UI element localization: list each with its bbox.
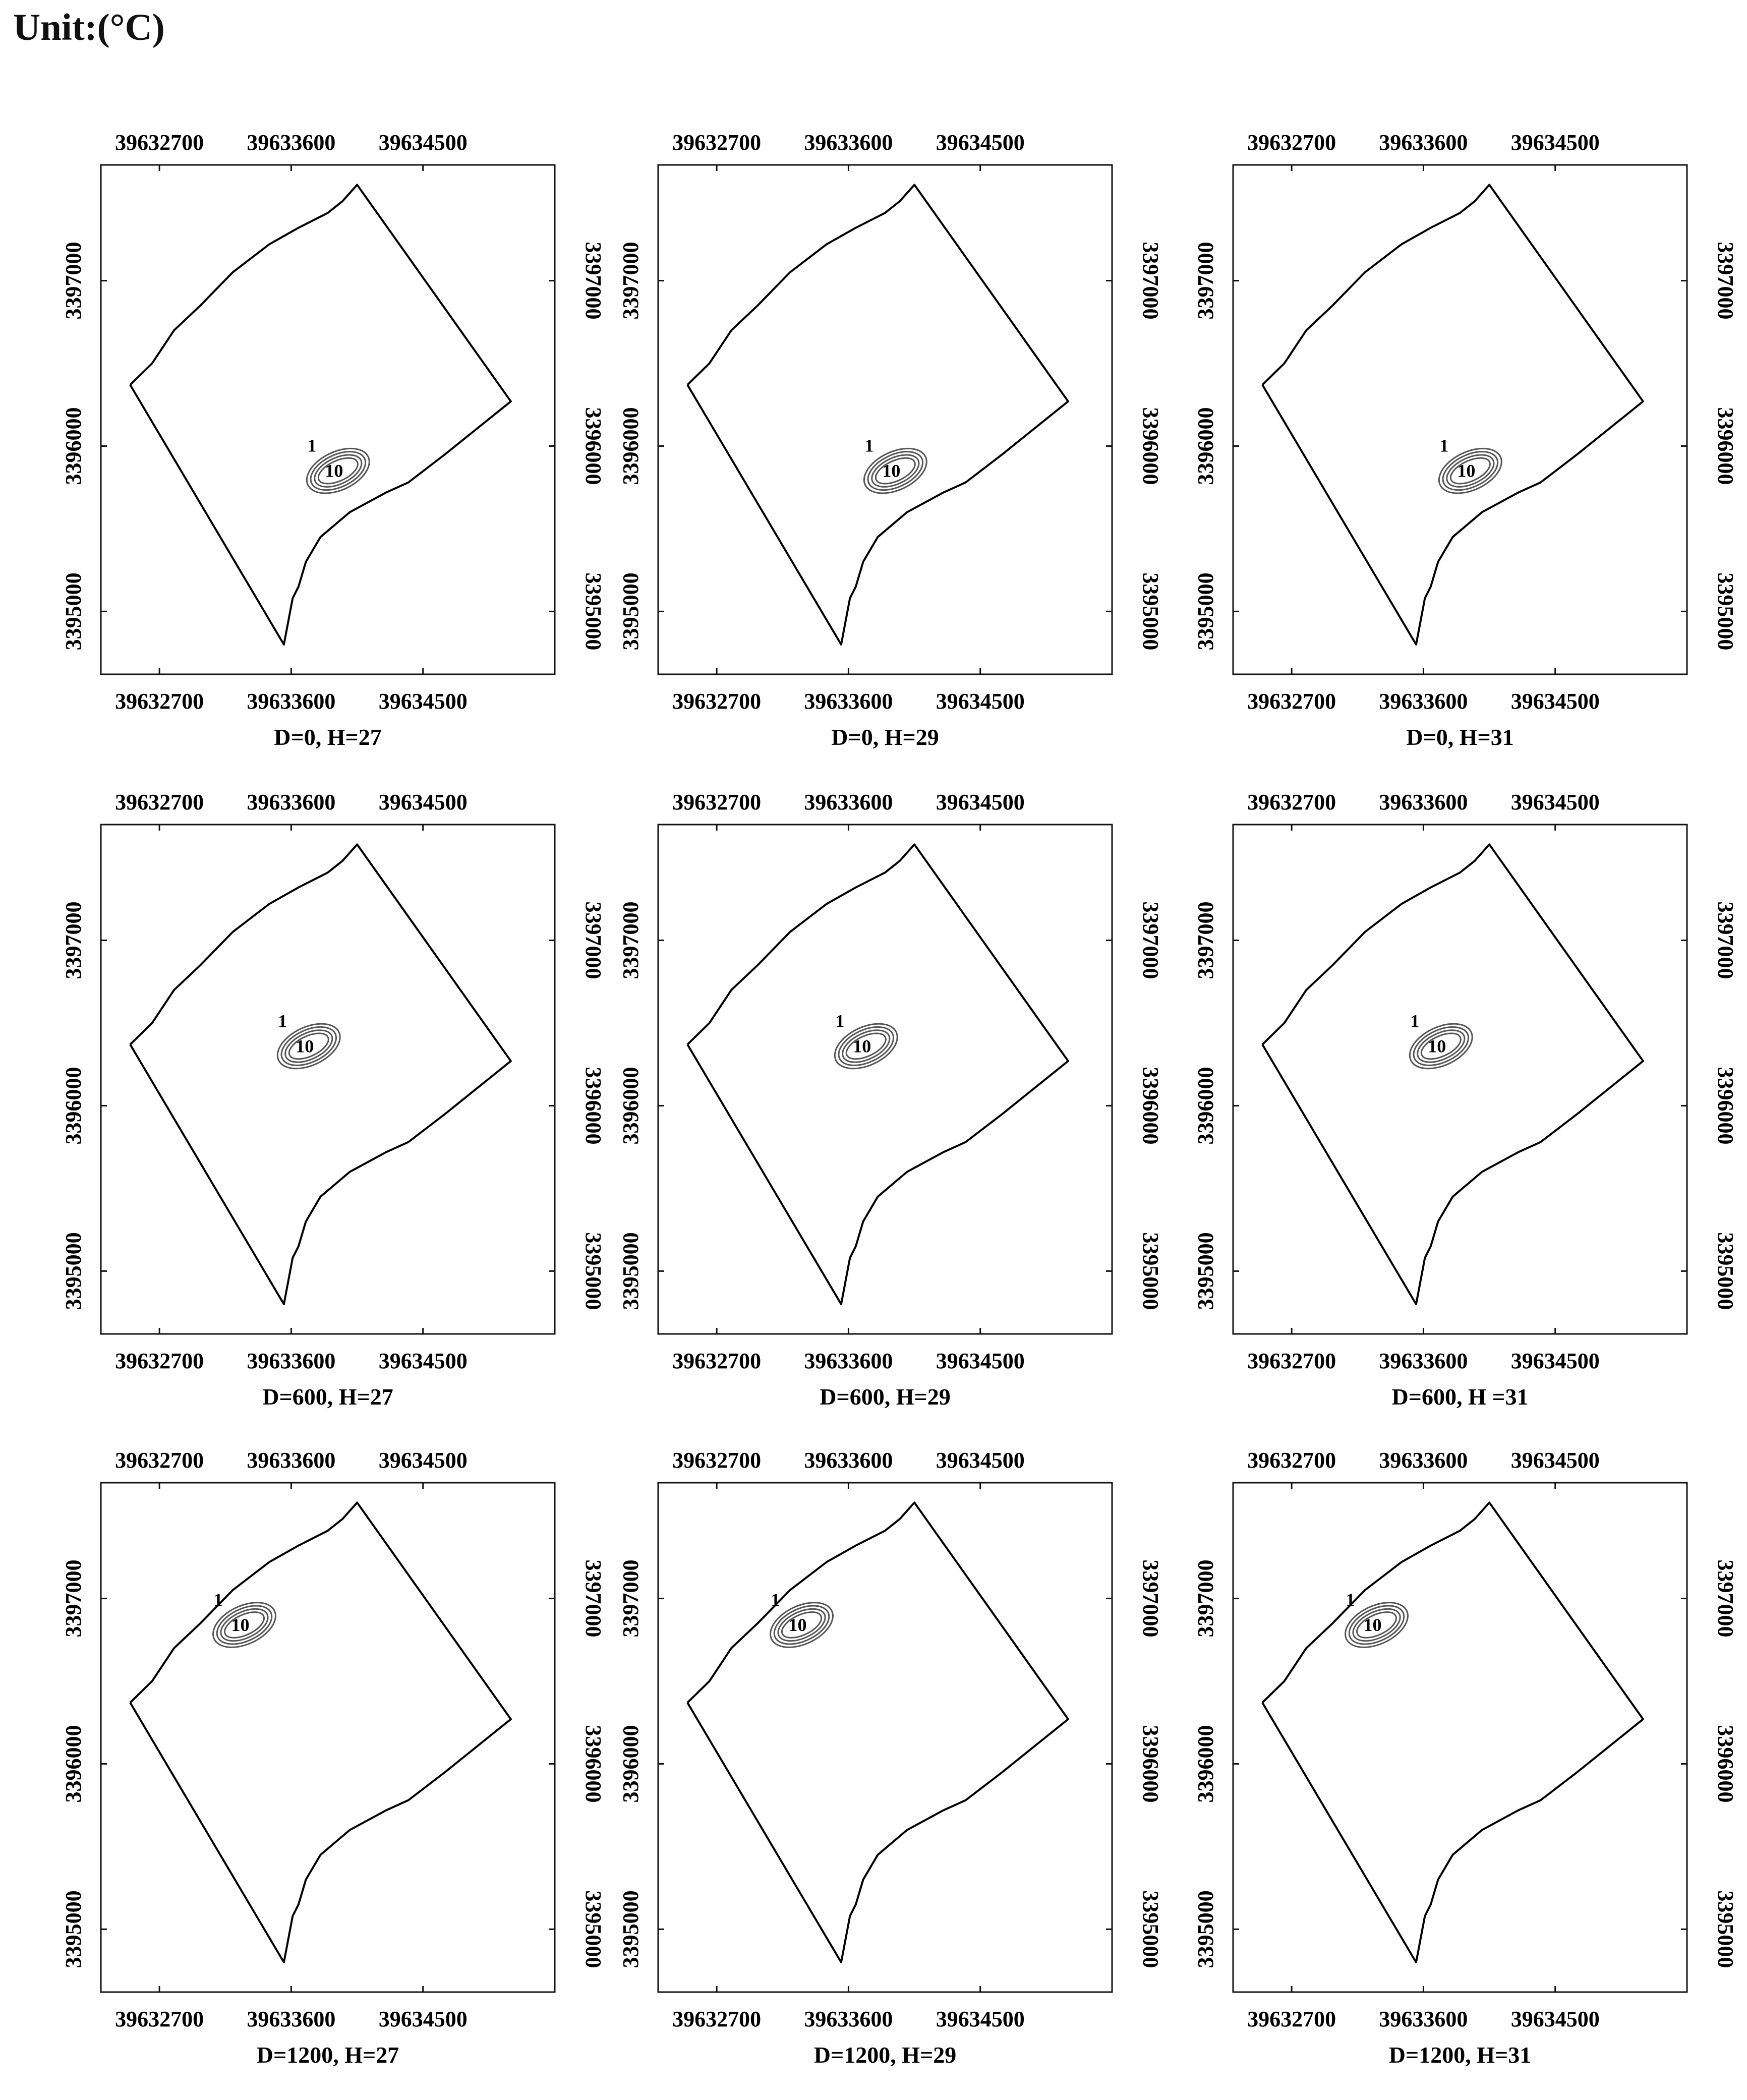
x-tick-label-top: 39634500 [378, 130, 468, 155]
y-tick-label-right: 3395000 [1713, 1890, 1738, 1968]
map-panel [618, 1448, 1163, 2068]
x-tick-label-bottom: 39633600 [247, 2007, 336, 2031]
map-panel [61, 130, 606, 750]
map-panel [618, 130, 1163, 750]
panel-caption: D=1200, H=27 [256, 2042, 399, 2068]
y-tick-label-right: 3397000 [1138, 1559, 1163, 1638]
y-tick-label-left: 3397000 [618, 242, 643, 320]
contour-label-inner: 10 [1363, 1615, 1382, 1636]
x-tick-label-top: 39633600 [804, 790, 893, 814]
y-tick-label-left: 3395000 [61, 1890, 86, 1968]
x-tick-label-top: 39632700 [115, 1448, 204, 1473]
x-tick-label-top: 39633600 [247, 1448, 336, 1473]
x-tick-label-bottom: 39634500 [936, 2007, 1025, 2031]
y-tick-label-right: 3397000 [1138, 901, 1163, 979]
x-tick-label-top: 39633600 [247, 130, 336, 155]
map-panel [618, 790, 1163, 1410]
y-tick-label-left: 3396000 [618, 1067, 643, 1145]
panel-caption: D=600, H =31 [1391, 1384, 1529, 1410]
y-tick-label-left: 3395000 [61, 1232, 86, 1310]
contour-label-outer: 1 [307, 435, 317, 456]
unit-title: Unit:(°C) [13, 7, 165, 48]
y-tick-label-right: 3397000 [1713, 242, 1738, 320]
y-tick-label-left: 3396000 [61, 407, 86, 485]
y-tick-label-right: 3396000 [1713, 1067, 1738, 1145]
x-tick-label-top: 39633600 [804, 130, 893, 155]
x-tick-label-top: 39632700 [672, 790, 762, 814]
y-tick-label-right: 3395000 [1713, 1232, 1738, 1310]
panel-caption: D=1200, H=31 [1388, 2042, 1532, 2068]
x-tick-label-bottom: 39634500 [1510, 2007, 1600, 2031]
map-panel [61, 1448, 606, 2068]
y-tick-label-left: 3396000 [61, 1725, 86, 1803]
x-tick-label-top: 39634500 [936, 790, 1025, 814]
y-tick-label-right: 3397000 [1138, 242, 1163, 320]
y-tick-label-right: 3396000 [581, 1067, 606, 1145]
y-tick-label-right: 3396000 [1713, 1725, 1738, 1803]
x-tick-label-top: 39632700 [672, 1448, 762, 1473]
y-tick-label-right: 3397000 [1713, 1559, 1738, 1638]
map-panel [1193, 790, 1738, 1410]
y-tick-label-right: 3395000 [581, 572, 606, 651]
contour-label-outer: 1 [771, 1590, 780, 1610]
x-tick-label-top: 39634500 [1510, 790, 1600, 814]
x-tick-label-bottom: 39632700 [672, 2007, 762, 2031]
x-tick-label-bottom: 39633600 [804, 1349, 893, 1373]
x-tick-label-top: 39634500 [1510, 130, 1600, 155]
y-tick-label-right: 3396000 [1138, 407, 1163, 485]
y-tick-label-left: 3396000 [61, 1067, 86, 1145]
x-tick-label-bottom: 39632700 [115, 689, 204, 714]
y-tick-label-left: 3397000 [61, 1559, 86, 1638]
x-tick-label-top: 39633600 [1379, 130, 1468, 155]
x-tick-label-top: 39634500 [378, 1448, 468, 1473]
x-tick-label-top: 39632700 [1247, 790, 1336, 814]
x-tick-label-top: 39632700 [672, 130, 762, 155]
contour-label-outer: 1 [835, 1011, 845, 1031]
panel-caption: D=600, H=29 [820, 1384, 951, 1410]
panel-caption: D=1200, H=29 [813, 2042, 957, 2068]
y-tick-label-right: 3395000 [1713, 572, 1738, 651]
panel-caption: D=0, H=27 [274, 724, 382, 750]
x-tick-label-top: 39634500 [378, 790, 468, 814]
contour-label-inner: 10 [882, 460, 901, 481]
y-tick-label-right: 3396000 [1138, 1067, 1163, 1145]
y-tick-label-left: 3397000 [618, 1559, 643, 1638]
y-tick-label-left: 3397000 [61, 242, 86, 320]
map-panel [1193, 1448, 1738, 2068]
y-tick-label-right: 3395000 [581, 1232, 606, 1310]
x-tick-label-top: 39633600 [1379, 790, 1468, 814]
y-tick-label-right: 3396000 [1713, 407, 1738, 485]
x-tick-label-top: 39633600 [804, 1448, 893, 1473]
contour-label-inner: 10 [296, 1036, 314, 1057]
y-tick-label-left: 3395000 [618, 1890, 643, 1968]
x-tick-label-bottom: 39632700 [1247, 2007, 1336, 2031]
y-tick-label-left: 3395000 [61, 572, 86, 651]
x-tick-label-bottom: 39633600 [1379, 689, 1468, 714]
contour-label-outer: 1 [1346, 1590, 1355, 1610]
x-tick-label-top: 39634500 [1510, 1448, 1600, 1473]
x-tick-label-top: 39632700 [1247, 1448, 1336, 1473]
x-tick-label-bottom: 39633600 [804, 689, 893, 714]
panel-caption: D=0, H=31 [1406, 724, 1514, 750]
contour-label-inner: 10 [853, 1036, 871, 1057]
contour-label-outer: 1 [213, 1590, 223, 1610]
x-tick-label-bottom: 39632700 [1247, 689, 1336, 714]
y-tick-label-left: 3396000 [1193, 407, 1218, 485]
y-tick-label-left: 3396000 [1193, 1067, 1218, 1145]
x-tick-label-bottom: 39634500 [1510, 689, 1600, 714]
x-tick-label-bottom: 39632700 [115, 1349, 204, 1373]
x-tick-label-top: 39632700 [1247, 130, 1336, 155]
x-tick-label-bottom: 39633600 [804, 2007, 893, 2031]
contour-label-inner: 10 [325, 460, 343, 481]
x-tick-label-bottom: 39634500 [378, 689, 468, 714]
y-tick-label-left: 3397000 [1193, 1559, 1218, 1638]
contour-label-outer: 1 [1439, 435, 1449, 456]
y-tick-label-left: 3397000 [618, 901, 643, 979]
contour-label-inner: 10 [1428, 1036, 1446, 1057]
y-tick-label-left: 3396000 [618, 1725, 643, 1803]
y-tick-label-left: 3395000 [618, 1232, 643, 1310]
x-tick-label-top: 39632700 [115, 790, 204, 814]
contour-label-outer: 1 [864, 435, 874, 456]
x-tick-label-top: 39633600 [1379, 1448, 1468, 1473]
x-tick-label-bottom: 39634500 [378, 1349, 468, 1373]
x-tick-label-bottom: 39634500 [1510, 1349, 1600, 1373]
y-tick-label-right: 3395000 [581, 1890, 606, 1968]
x-tick-label-bottom: 39632700 [672, 1349, 762, 1373]
y-tick-label-left: 3395000 [618, 572, 643, 651]
y-tick-label-right: 3395000 [1138, 1890, 1163, 1968]
x-tick-label-bottom: 39634500 [378, 2007, 468, 2031]
x-tick-label-bottom: 39632700 [672, 689, 762, 714]
x-tick-label-bottom: 39633600 [247, 1349, 336, 1373]
x-tick-label-bottom: 39633600 [1379, 2007, 1468, 2031]
x-tick-label-bottom: 39633600 [1379, 1349, 1468, 1373]
y-tick-label-right: 3397000 [581, 1559, 606, 1638]
y-tick-label-right: 3396000 [581, 1725, 606, 1803]
contour-label-outer: 1 [1410, 1011, 1420, 1031]
x-tick-label-bottom: 39634500 [936, 689, 1025, 714]
contour-label-inner: 10 [788, 1615, 807, 1636]
y-tick-label-right: 3397000 [581, 242, 606, 320]
y-tick-label-right: 3396000 [1138, 1725, 1163, 1803]
y-tick-label-right: 3395000 [1138, 572, 1163, 651]
x-tick-label-top: 39634500 [936, 1448, 1025, 1473]
map-panel [61, 790, 606, 1410]
x-tick-label-bottom: 39632700 [1247, 1349, 1336, 1373]
x-tick-label-bottom: 39634500 [936, 1349, 1025, 1373]
map-panel [1193, 130, 1738, 750]
y-tick-label-left: 3395000 [1193, 572, 1218, 651]
y-tick-label-right: 3396000 [581, 407, 606, 485]
contour-label-inner: 10 [231, 1615, 250, 1636]
y-tick-label-left: 3397000 [1193, 242, 1218, 320]
y-tick-label-left: 3397000 [61, 901, 86, 979]
panel-caption: D=0, H=29 [831, 724, 939, 750]
y-tick-label-left: 3396000 [618, 407, 643, 485]
x-tick-label-bottom: 39632700 [115, 2007, 204, 2031]
y-tick-label-left: 3396000 [1193, 1725, 1218, 1803]
y-tick-label-right: 3397000 [1713, 901, 1738, 979]
x-tick-label-top: 39634500 [936, 130, 1025, 155]
y-tick-label-left: 3395000 [1193, 1890, 1218, 1968]
contour-label-inner: 10 [1457, 460, 1476, 481]
x-tick-label-top: 39633600 [247, 790, 336, 814]
panel-caption: D=600, H=27 [262, 1384, 393, 1410]
contour-label-outer: 1 [278, 1011, 287, 1031]
y-tick-label-right: 3395000 [1138, 1232, 1163, 1310]
y-tick-label-left: 3397000 [1193, 901, 1218, 979]
y-tick-label-right: 3397000 [581, 901, 606, 979]
x-tick-label-bottom: 39633600 [247, 689, 336, 714]
y-tick-label-left: 3395000 [1193, 1232, 1218, 1310]
x-tick-label-top: 39632700 [115, 130, 204, 155]
